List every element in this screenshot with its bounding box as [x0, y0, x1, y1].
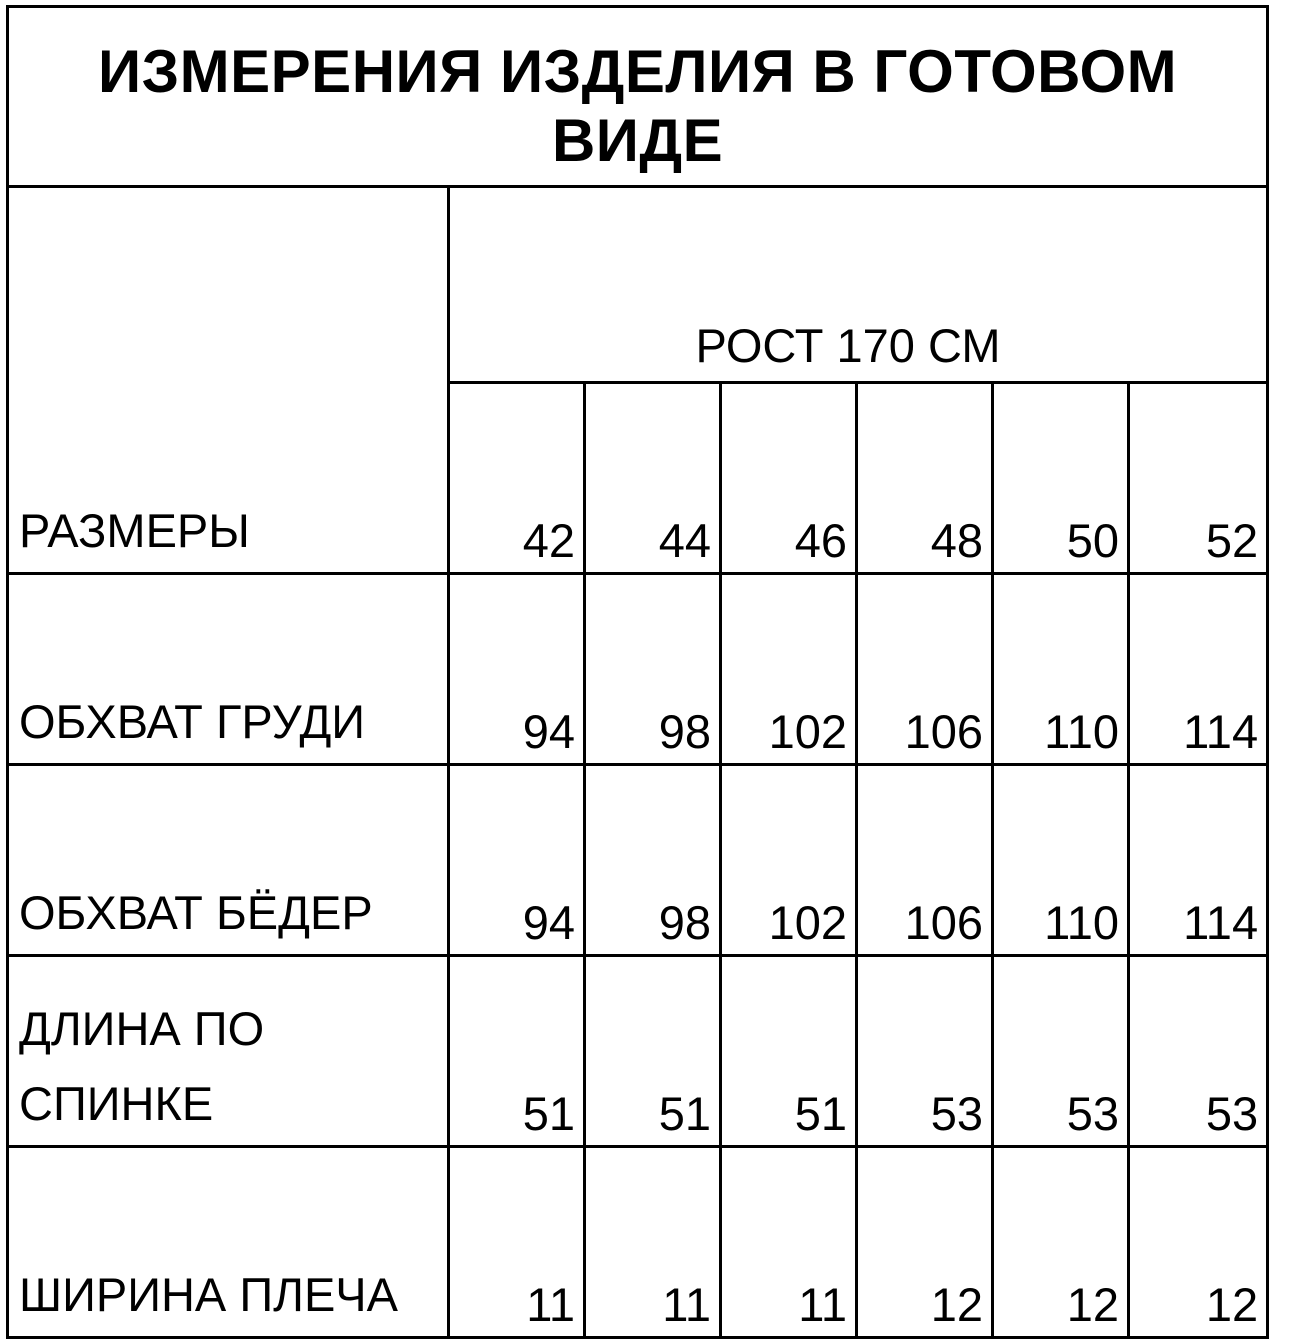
- height-label: РОСТ 170 СМ: [449, 187, 1268, 383]
- back-length-value: 51: [721, 956, 857, 1147]
- hips-value: 110: [993, 765, 1129, 956]
- size-value: 48: [857, 383, 993, 574]
- back-length-value: 53: [993, 956, 1129, 1147]
- size-value: 46: [721, 383, 857, 574]
- size-table: [6, 5, 1269, 1339]
- row-label-chest: ОБХВАТ ГРУДИ: [8, 574, 449, 765]
- shoulder-width-value: 12: [857, 1147, 993, 1338]
- table-row-chest: [8, 574, 1268, 765]
- hips-value: 114: [1129, 765, 1268, 956]
- back-length-value: 53: [857, 956, 993, 1147]
- chest-value: 110: [993, 574, 1129, 765]
- chest-value: 106: [857, 574, 993, 765]
- shoulder-width-value: 11: [585, 1147, 721, 1338]
- row-label-sizes: РАЗМЕРЫ: [8, 187, 449, 574]
- hips-value: 94: [449, 765, 585, 956]
- row-label-hips: ОБХВАТ БЁДЕР: [8, 765, 449, 956]
- shoulder-width-value: 12: [993, 1147, 1129, 1338]
- chest-value: 114: [1129, 574, 1268, 765]
- title-row: [8, 7, 1268, 187]
- table-row-back-length: [8, 956, 1268, 1147]
- table-title: ИЗМЕРЕНИЯ ИЗДЕЛИЯ В ГОТОВОМ ВИДЕ: [8, 7, 1268, 187]
- size-value: 50: [993, 383, 1129, 574]
- back-length-value: 53: [1129, 956, 1268, 1147]
- back-length-value: 51: [449, 956, 585, 1147]
- hips-value: 106: [857, 765, 993, 956]
- back-length-value: 51: [585, 956, 721, 1147]
- shoulder-width-value: 12: [1129, 1147, 1268, 1338]
- shoulder-width-value: 11: [449, 1147, 585, 1338]
- shoulder-width-value: 11: [721, 1147, 857, 1338]
- chest-value: 98: [585, 574, 721, 765]
- hips-value: 98: [585, 765, 721, 956]
- hips-value: 102: [721, 765, 857, 956]
- size-value: 44: [585, 383, 721, 574]
- row-label-shoulder-width: ШИРИНА ПЛЕЧА: [8, 1147, 449, 1338]
- table-row-shoulder-width: [8, 1147, 1268, 1338]
- table-row-hips: [8, 765, 1268, 956]
- size-value: 52: [1129, 383, 1268, 574]
- size-value: 42: [449, 383, 585, 574]
- header-row: [8, 187, 1268, 383]
- row-label-back-length: ДЛИНА ПО СПИНКЕ: [8, 956, 449, 1147]
- chest-value: 94: [449, 574, 585, 765]
- chest-value: 102: [721, 574, 857, 765]
